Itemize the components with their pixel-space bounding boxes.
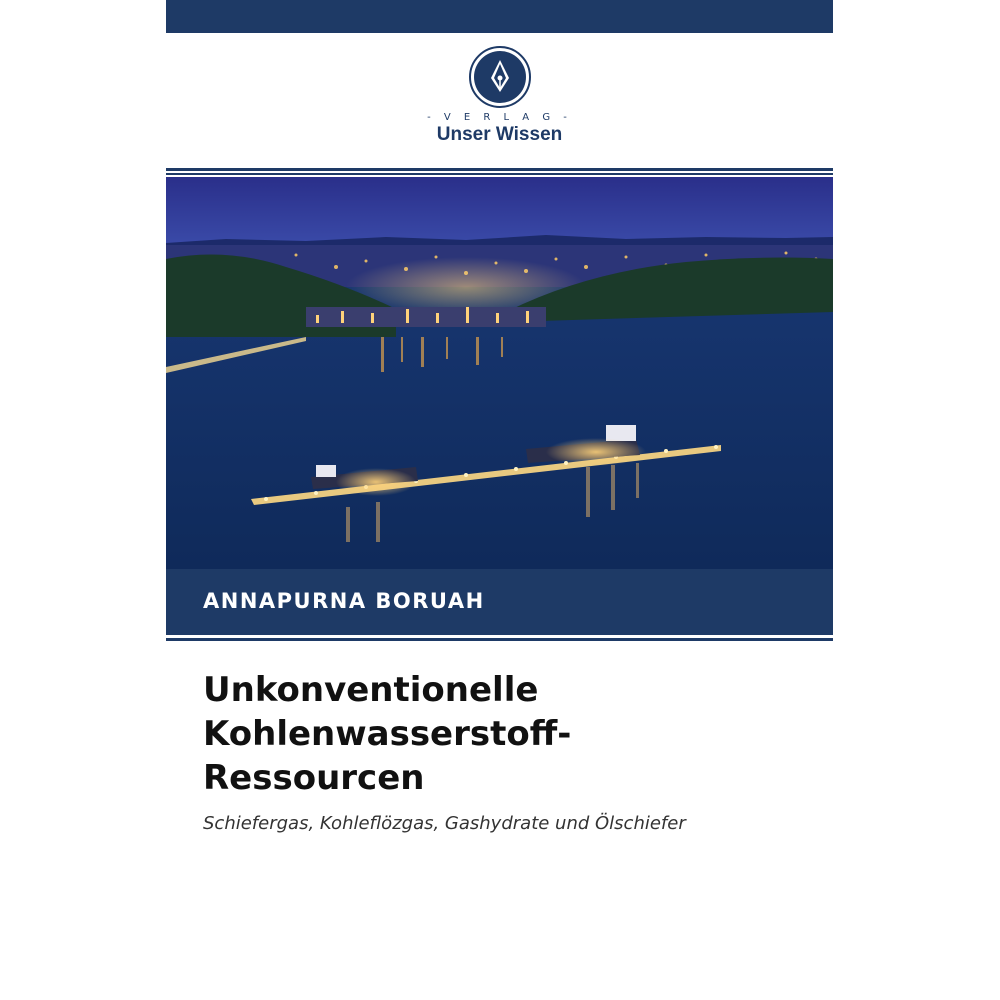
divider-bottom [166,638,833,641]
book-subtitle: Schiefergas, Kohleflözgas, Gashydrate und Ölschiefer [203,813,686,834]
night-harbor-photo [166,177,833,569]
pen-nib-icon [469,46,531,108]
publisher-name: Unser Wissen [436,124,563,145]
title-line: Ressourcen [203,758,425,798]
author-name: ANNAPURNA BORUAH [203,589,485,613]
title-line: Kohlenwasserstoff- [203,714,572,754]
top-bar [166,0,833,33]
publisher-label: - V E R L A G - [427,112,572,123]
publisher-logo [166,46,833,156]
book-title [203,668,813,800]
title-line: Unkonventionelle [203,670,539,710]
author-band [166,569,833,635]
book-cover [166,0,833,1000]
divider-top [166,168,833,171]
divider-top-thin [166,173,833,175]
